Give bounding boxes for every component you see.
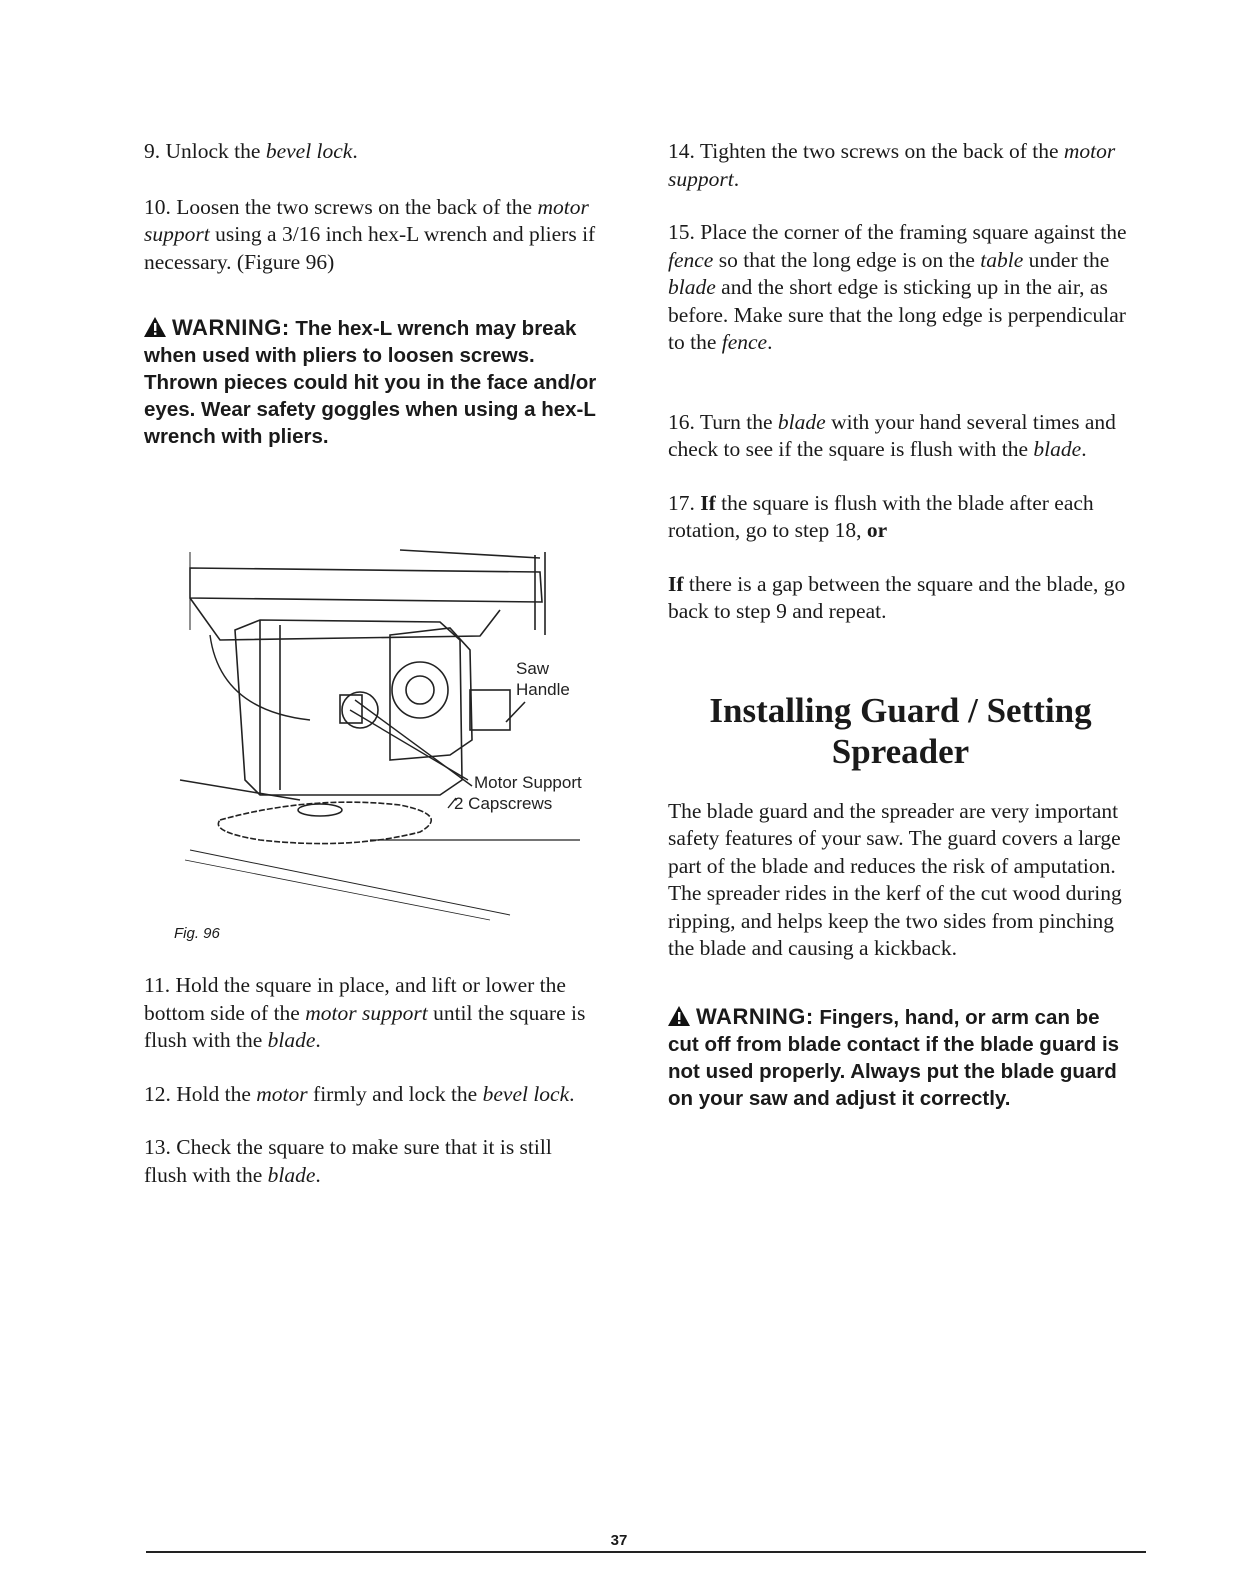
left-column [144, 138, 614, 450]
step-17-alt: If there is a gap between the square and the blade, go back to step 9 and repeat. [668, 571, 1126, 623]
right-column [668, 138, 1133, 1112]
step-10: 10. Loosen the two screws on the back of the motor support using a 3/16 inch hex-L wrench and pliers if necessary. (Figure 96) [144, 194, 596, 274]
warning-triangle-icon [144, 317, 166, 337]
footer-rule [146, 1551, 1146, 1553]
section-intro: The blade guard and the spreader are very important safety features of your saw. The guard covers a large part of the blade and reduces the risk of amputation. The spreader rides in the kerf of the cut wood during ripping, and helps keep the two sides from pinching the blade and causing a kickback. [668, 798, 1122, 960]
label-motor-support-capscrews: Motor Support 2 Capscrews [454, 773, 582, 813]
step-15: 15. Place the corner of the framing square against the fence so that the long edge is on the table under the blade and the short edge is sticking up in the air, as before. Make sure that the long edge is perpendicular to the fence. [668, 220, 1127, 354]
step-17: 17. If the square is flush with the blade after each rotation, go to step 18, or [668, 490, 1094, 542]
figure-caption: Fig. 96 [174, 925, 220, 942]
step-16: 16. Turn the blade with your hand several times and check to see if the square is flush with the blade. [668, 409, 1116, 461]
warning-triangle-icon [668, 1006, 690, 1026]
label-saw-handle: Saw Handle [516, 659, 570, 699]
left-column-lower [144, 972, 614, 1189]
section-title: Installing Guard / Setting Spreader [709, 690, 1092, 771]
warning-hex-wrench: WARNING: The hex-L wrench may break when used with pliers to loosen screws. Thrown pieces could hit you in the face and/or eyes. Wear safety goggles when using a hex-L wrench with pliers. [144, 315, 597, 448]
step-9: 9. Unlock the bevel lock. [144, 139, 358, 163]
step-14: 14. Tighten the two screws on the back of the motor support. [668, 139, 1116, 191]
step-12: 12. Hold the motor firmly and lock the bevel lock. [144, 1081, 575, 1106]
step-13: 13. Check the square to make sure that it is still flush with the blade. [144, 1135, 552, 1187]
figure-96-motor-support [150, 540, 620, 960]
page-number: 37 [610, 1532, 628, 1549]
warning-blade-guard: WARNING: Fingers, hand, or arm can be cut off from blade contact if the blade guard is not used properly. Always put the blade guard on your saw and adjust it correctly. [668, 1003, 1120, 1110]
step-11: 11. Hold the square in place, and lift or lower the bottom side of the motor support until the square is flush with the blade. [144, 973, 586, 1052]
motor-support-illustration [150, 540, 620, 940]
